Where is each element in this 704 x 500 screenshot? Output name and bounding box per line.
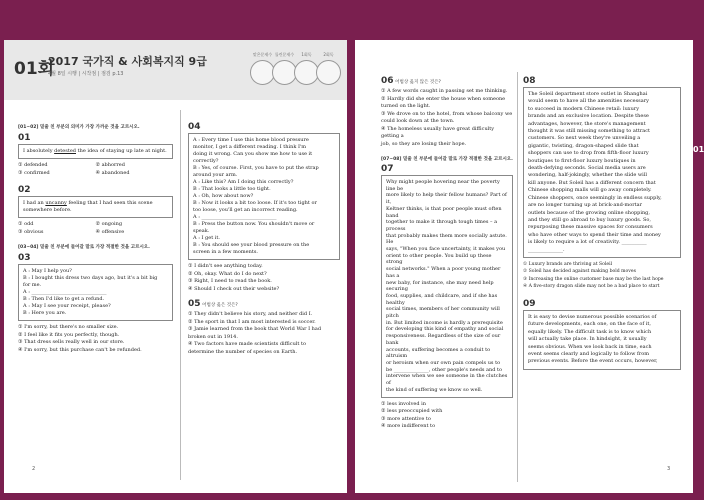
question-number-08: 08 [523,76,536,86]
question-09-passage [523,310,681,370]
question-number-09: 09 [523,298,536,309]
chapter-tab[interactable] [693,128,704,172]
dialog-line: monitor, I get a different reading. I think I'm [193,144,307,150]
option[interactable]: ① Luxury brands are thriving at Soleil [523,261,613,267]
dialog-line: A : Every time I use this home blood pressure [193,137,309,143]
passage-line: together to make it through tough times – a process [386,219,498,232]
passage-line: intervene when we see someone in the clutches of [386,373,508,387]
passage-line: and they still go abroad to buy luxury goods. So, [528,216,652,223]
passage-line: event seems clearly and logically to follow from [528,350,650,357]
question-number-07: 07 [381,164,394,174]
left-column [381,78,513,431]
question-01-box [18,144,173,159]
dialog-line: A : I get it. [193,235,220,241]
option[interactable]: ② Hardly did she enter the house when someone [381,95,506,102]
score-label: 틀린문제수 [274,52,295,57]
question-04-dialog [188,133,340,260]
left-column [18,124,173,354]
option[interactable]: ③ We drove on to the hotel, from whose balcony we [381,110,513,117]
option[interactable]: turned on the light. [381,103,431,109]
dialog-line: around your arm. [193,172,238,178]
option[interactable]: ④ offensive [95,228,125,235]
option[interactable]: ① I'm sorry, but there's no smaller size. [18,324,119,330]
dialog-line: A : May I help you? [23,268,72,274]
dialog-line: A : May I see your receipt, please? [23,303,111,309]
passage-line: is likely to require a lot of creativity. __________ [528,239,647,246]
option[interactable]: ② I feel like it fits you perfectly, though. [18,331,120,338]
passage-line: Why might people hovering near the poverty line be [386,179,500,192]
dialog-line: A : ______________________________ [23,289,107,295]
exam-header [4,40,347,100]
score-label: 맞은문제수 [252,52,273,57]
dialog-line: B : Yes, of course. First, you have to put the strap [193,165,319,171]
passage-line: gigantic, twisting, dragon-shaped slide that [528,142,639,149]
question-03-dialog [18,264,173,321]
question-06-options [381,88,513,148]
dialog-line: B : You should see your blood pressure on the [193,242,310,248]
passage-line: brands and an exclusive location. Despite these [528,113,649,120]
option[interactable]: determine the number of species on Earth. [188,348,298,355]
option[interactable]: ② abhorred [95,162,125,168]
option[interactable]: ④ I'm sorry, but this purchase can't be refunded. [18,346,142,353]
section-instruction: [01~02] 밑줄 친 부분의 의미가 가장 가까운 것을 고르시오. [18,125,140,130]
passage-line: be ______________, other people's needs and to [386,366,503,373]
question-01-options [18,162,173,177]
question-number-03: 03 [18,253,31,263]
option[interactable]: ① They didn't believe his story, and neither did I. [188,311,313,317]
passage-line: customers. So next week they're unveiling a [528,135,641,142]
question-04-options [188,263,340,293]
passage-line: in. But limited income is hardly a prerequisite [386,319,503,326]
passage-line: boutiques to first-floor luxury boutiques in [528,157,636,164]
score-box-round2 [315,52,342,85]
option[interactable]: ② Oh, okay. What do I do next? [188,270,267,277]
option[interactable]: ③ obvious [18,228,44,235]
exam-title: 2017 국가직 & 사회복지직 9급 [48,55,207,68]
passage-line: food, supplies, and childcare, and if she has healthy [386,292,498,306]
passage-line: death-defying seconds. Social media users are [528,165,646,172]
option[interactable]: ③ Jamie learned from the book that World War I had [188,326,322,332]
dialog-line: A : ______________________________ [193,214,277,220]
question-number-06: 06 [381,76,394,86]
dialog-line: B : Here you are. [23,310,67,316]
passage-line: responsiveness. Regardless of the size of our bank [386,333,501,346]
option[interactable]: job, so they are losing their hope. [381,140,467,147]
passage-line: orient to other people. You build up these strong [386,252,492,266]
passage-line: shoppers can use to drop from fifth-floor luxury [528,150,649,157]
passage-line: Chinese shopping malls will go away completely. [528,187,652,194]
q01-text-before: I absolutely [23,148,55,154]
dialog-line: B : That looks a little too tight. [193,186,271,192]
score-label: 2회독 [323,52,334,57]
dialog-line: A : Like this? Am I doing this correctly? [193,179,294,185]
option[interactable]: ③ That dress sells really well in our store. [18,339,125,345]
option[interactable]: ② ongoing [95,221,123,227]
passage-line: The Soleil department store outlet in Shanghai [528,91,648,97]
question-number-05: 05 [188,299,201,309]
question-03-options [18,324,173,354]
passage-line: accounts, suffering becomes a conduit to altruism [386,346,491,360]
question-06-header [381,78,513,86]
passage-line: outlets because of the growing online shopping, [528,209,650,216]
passage-line: more likely to help their fellow humans? Part of it, [386,192,507,206]
passage-line: equally likely. The difficult task is to know which [528,328,652,335]
q01-text-after: the idea of staying up late at night. [76,148,167,154]
q02-text-after: feeling that I had seen this scene somewhere before. [23,200,153,213]
option[interactable]: ① A few words caught in passing set me thinking. [381,88,508,94]
option[interactable]: ② The sport in that I am most interested is soccer. [188,318,316,325]
passage-line: wondering, half-jokingly, whether the slide will [528,172,647,179]
passage-line: advantages, however, the store's management [528,120,646,127]
option[interactable]: ① less involved in [381,400,426,407]
option[interactable]: ① defended [18,162,48,168]
question-02-box [18,196,173,218]
option[interactable]: ③ confirmed [18,169,50,176]
passage-line: social times, members of her community will pitch [386,306,500,320]
passage-line: or heroism when our own pain compels us to [386,359,501,366]
option[interactable]: ③ Right, I need to read the book. [188,278,272,284]
dialog-line: too loose, you'll get an incorrect reading. [193,207,298,213]
dialog-line: for me. [23,282,42,288]
passage-line: ______________. [528,246,565,253]
option[interactable]: ④ abandoned [95,169,130,176]
question-number-02: 02 [18,185,31,195]
q02-underlined-word: uncanny [45,200,67,206]
passage-line: social networks." When a poor young mother has a [386,266,501,279]
option[interactable]: ① odd [18,221,34,227]
question-08-options [523,261,681,291]
dialog-line: B : Press the button now. You shouldn't move or [193,221,315,227]
option[interactable]: ④ The homeless usually have great difficulty getting a [381,125,495,139]
passage-line: for developing this kind of empathy and social [386,326,504,333]
passage-line: the kind of suffering we know so well. [386,386,483,393]
passage-line: Keltner thinks, is that poor people must often band [386,205,502,219]
passage-line: new baby, for instance, she may need help securing [386,279,494,293]
dialog-line: B : I bought this dress two days ago, but it's a bit big [23,275,158,281]
passage-line: would seem to have all the amenities necessary [528,98,649,105]
option[interactable]: ④ Two factors have made scientists difficult to [188,341,307,347]
passage-line: are no longer turning up at brick-and-mortar [528,202,642,209]
question-05-header [188,301,340,309]
option[interactable]: ③ Increasing the online customer base may be the last hope [523,276,664,282]
q01-underlined-word: detested [54,148,76,154]
question-08-passage [523,87,681,258]
right-column [188,124,340,356]
dialog-line: correctly? [193,158,219,164]
question-number-01: 01 [18,133,31,143]
passage-line: that probably makes them more socially astute. He [386,232,507,246]
dialog-line: screen in a few moments. [193,249,258,255]
column-divider [517,72,518,482]
question-02-options [18,221,173,236]
question-06-instruction: 어법상 옳지 않은 것은? [395,80,441,85]
q02-text-before: I had an [23,200,46,206]
option[interactable]: ④ A five-story dragon slide may not be a bad place to start [523,284,660,290]
passage-line: who have other ways to spend their time and money [528,231,661,238]
page-number: 2 [32,466,36,472]
exam-subtitle: 4월 8일 시행 | 시작점 | 점검 p.13 [48,71,124,77]
right-column [523,78,681,370]
question-05-instruction: 어법상 옳은 것은? [202,303,238,308]
column-divider [180,110,181,480]
passage-line: will actually take place. In hindsight, it usually [528,336,647,343]
right-page [355,40,693,493]
option[interactable]: ④ Should I check out their website? [188,285,280,292]
left-page [4,40,347,493]
passage-line: It is easy to devise numerous possible scenarios of [528,313,657,320]
passage-line: says, "When you face uncertainty, it makes you [386,246,506,253]
dialog-line: A : Oh, how about now? [193,193,254,199]
passage-line: to succeed in modern Chinese retail: luxury [528,105,640,112]
question-number-04: 04 [188,122,201,132]
passage-line: repurposing these massive spaces for consumers [528,224,653,231]
option[interactable]: ② Soleil has decided against making bold moves [523,269,636,275]
section-instruction: [07~08] 밑줄 친 부분에 들어갈 말로 가장 적절한 것을 고르시오. [381,157,513,162]
chapter-tab-label: 01 [693,145,704,154]
dialog-line: doing it wrong. Can you show me how to use it [193,151,313,157]
passage-line: future developments, each one, on the face of it, [528,321,652,328]
option[interactable]: ④ more indifferent to [381,423,436,429]
dialog-line: B : Now it looks a bit too loose. If it's too tight or [193,200,317,206]
section-instruction: [03~04] 밑줄 친 부분에 들어갈 말로 가장 적절한 것을 고르시오. [18,245,150,250]
question-07-options [381,401,513,431]
option[interactable]: ① I didn't see anything today. [188,263,263,269]
passage-line: Chinese shoppers, once seemingly in endless supply, [528,194,662,201]
passage-line: previous events. Before the event occurs, however, [528,358,658,365]
option[interactable]: could look down at the town. [381,118,455,124]
passage-line: kill anyone. But Soleil has a different concern that [528,179,656,186]
passage-line: thought it was still missing something to attract [528,128,651,135]
option[interactable]: ② less preoccupied with [381,408,443,414]
dialog-line: B : Then I'd like to get a refund. [23,296,105,302]
option[interactable]: ③ more attentive to [381,415,431,422]
question-07-passage [381,175,513,398]
exam-number: 01회 [14,59,55,79]
score-circle[interactable] [316,60,341,85]
passage-line: seems obvious. When we look back in time, each [528,343,652,350]
page-number: 3 [667,466,671,472]
dialog-line: speak. [193,228,210,234]
option[interactable]: broken out in 1914. [188,333,238,340]
question-05-options [188,311,340,356]
score-label: 1회독 [301,52,312,57]
